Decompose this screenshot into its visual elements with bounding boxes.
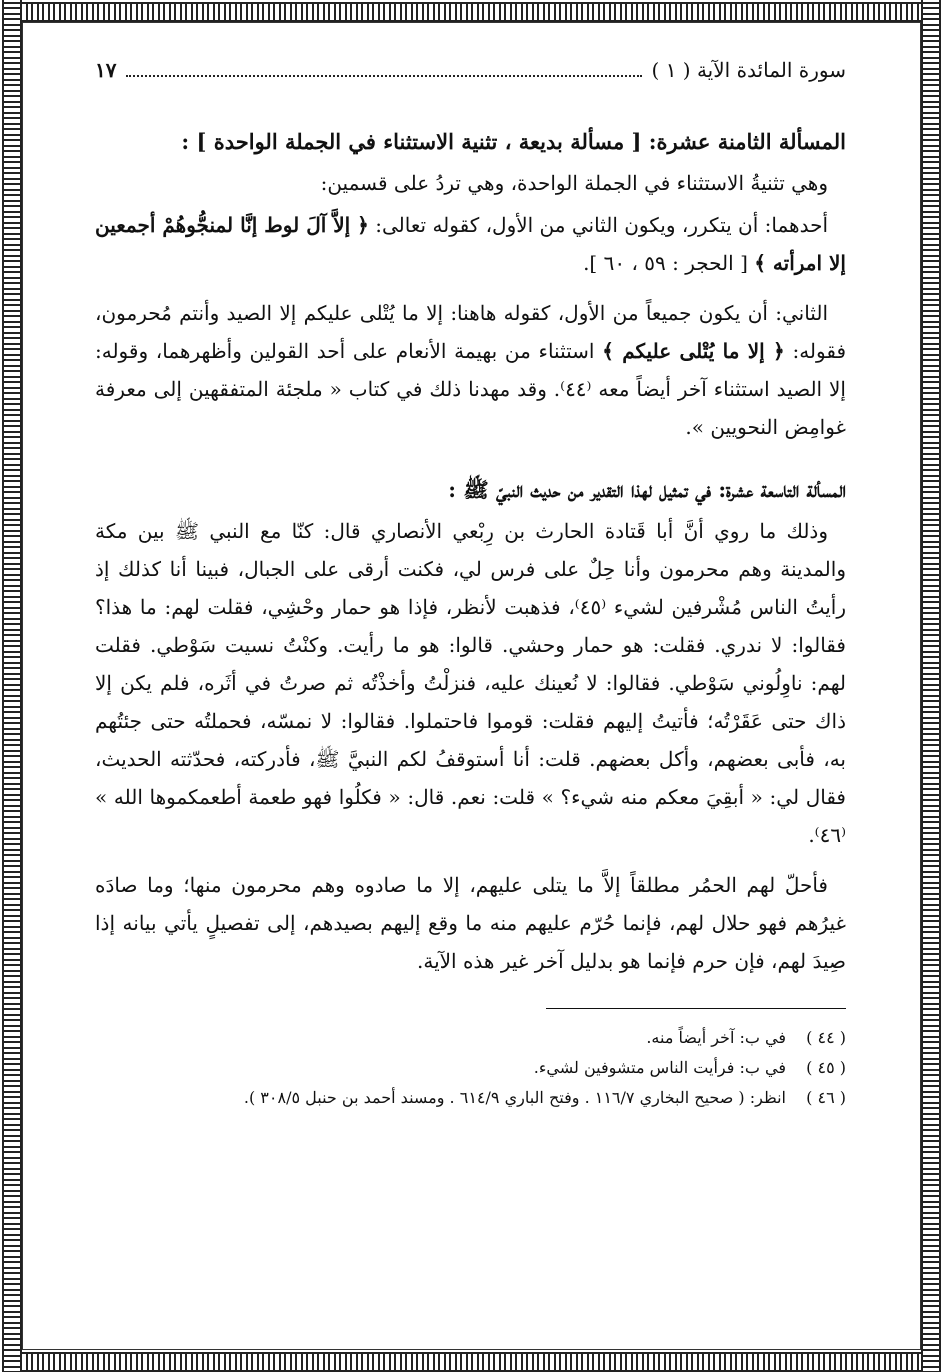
decorative-border-bottom (2, 1352, 941, 1372)
header-surah-title: سورة المائدة الآية ( ١ ) (651, 58, 846, 82)
running-header (95, 58, 846, 98)
decorative-border-top (2, 2, 941, 22)
paragraph (95, 294, 846, 446)
paragraph: وهي تثنيةُ الاستثناء في الجملة الواحدة، وهي تردُ على قسمين: (320, 171, 828, 195)
paragraph: وذلك ما روي أنَّ أبا قَتادة الحارث بن رِبْعي الأنصاري قال: كنّا مع النبي ﷺ بين مكة والمدينة وهم محرمون وأنا حِلٌ على فرس لي، فكنت أرقى على الجبال، فبينا أنا كذلك إذ رأيتُ الناس مُشْرفين لشيء ⁽٤٥⁾، فذهبت لأنظر، فإذا هو حمار وحْشِي، فقلت لهم: ما هذا؟ فقالوا: لا ندري. فقلت: هو حمار وحشي. قالوا: هو ما رأيت. وكنْتُ نسيت سَوْطي. فقلت لهم: ناوِلُوني سَوْطي. فقالوا: لا نُعينك عليه، فنزلْتُ وأخذْتُه ثم صرتُ في أثَره، فلم يكن إلا ذاك حتى عَقَرْتُه؛ فأتيتُ إليهم فقلت: قوموا فاحتملوا. فقالوا: لا نمسّه، فحملتُه حتى جئتُهم به، فأبى بعضهم، وأكل بعضهم. قلت: أنا أستوقفُ لكم النبيَّ ﷺ، فأدركته، فحدّثته الحديث، فقال لي: « أبقِيَ معكم منه شيء؟ » قلت: نعم. قال: « فكلُوا فهو طعمة أطعمكموها الله » ⁽٤٦⁾. (95, 519, 847, 847)
footnote-number: ( ٤٤ ) (806, 1028, 846, 1047)
footnote-text: في ب: آخر أيضاً منه. (646, 1028, 786, 1047)
section-heading-18: المسألة الثامنة عشرة: [ مسألة بديعة ، تثنية الاستثناء في الجملة الواحدة ] : (181, 129, 846, 154)
footnote (95, 1023, 846, 1053)
header-dot-leader (126, 75, 641, 77)
main-text (95, 122, 846, 980)
quran-quote: ﴿ إلاَّ آلَ لوط إنَّا لمنجُّوهُمْ أجمعين إلا امرأته ﴾ (95, 213, 846, 275)
footnote (95, 1083, 846, 1113)
footnote (95, 1053, 846, 1083)
decorative-border-right (921, 0, 941, 1372)
decorative-border-left (2, 0, 22, 1372)
paragraph-text: استثناء من بهيمة الأنعام على أحد القولين وأظهرهما، وقوله: إلا الصيد استثناء آخر أيضاً معه ⁽٤٤⁾. وقد مهدنا ذلك في كتاب « ملجئة المتفقهين إلى معرفة غوامِض النحويين ». (95, 339, 846, 439)
paragraph: فأحلّ لهم الحمُر مطلقاً إلاَّ ما يتلى عليهم، إلا ما صادوه وهم محرمون منها؛ وما صادَه غيرُهم فهو حلال لهم، فإنما حُرّم عليهم منه ما وقع إليهم بصيدهم، إلى تفصيلٍ يأتي بيانه إذا صِيدَ لهم، فإن حرم فإنما هو بدليل آخر غير هذه الآية. (95, 873, 846, 973)
footnote-number: ( ٤٦ ) (806, 1088, 846, 1107)
paragraph (95, 206, 846, 282)
section-heading-19: المسألة التاسعة عشرة: في تمثيل لهذا التقدير من حديث النبيّ ﷺ : (448, 477, 846, 502)
paragraph-text: [ الحجر : ٥٩ ، ٦٠ ]. (583, 251, 755, 275)
paragraph-text: أحدهما: أن يتكرر، ويكون الثاني من الأول، كقوله تعالى: (368, 213, 829, 237)
footnotes (95, 1023, 846, 1113)
quran-quote: ﴿ إلا ما يُتْلى عليكم ﴾ (602, 339, 785, 363)
page-number: ١٧ (95, 58, 117, 82)
paragraph-text: الثاني: أن يكون جميعاً من الأول، كقوله هاهنا: إلا ما يُتْلى عليكم إلا الصيد وأنتم مُحرمون، فقوله: (95, 301, 847, 363)
footnote-text: انظر: ( صحيح البخاري ١١٦/٧ . وفتح الباري ٦١٤/٩ . ومسند أحمد بن حنبل ٣٠٨/٥ ). (243, 1088, 786, 1107)
footnote-number: ( ٤٥ ) (806, 1058, 846, 1077)
footnote-divider (546, 1008, 846, 1009)
page-content (95, 58, 846, 1113)
footnote-text: في ب: فرأيت الناس متشوفين لشيء. (533, 1058, 786, 1077)
